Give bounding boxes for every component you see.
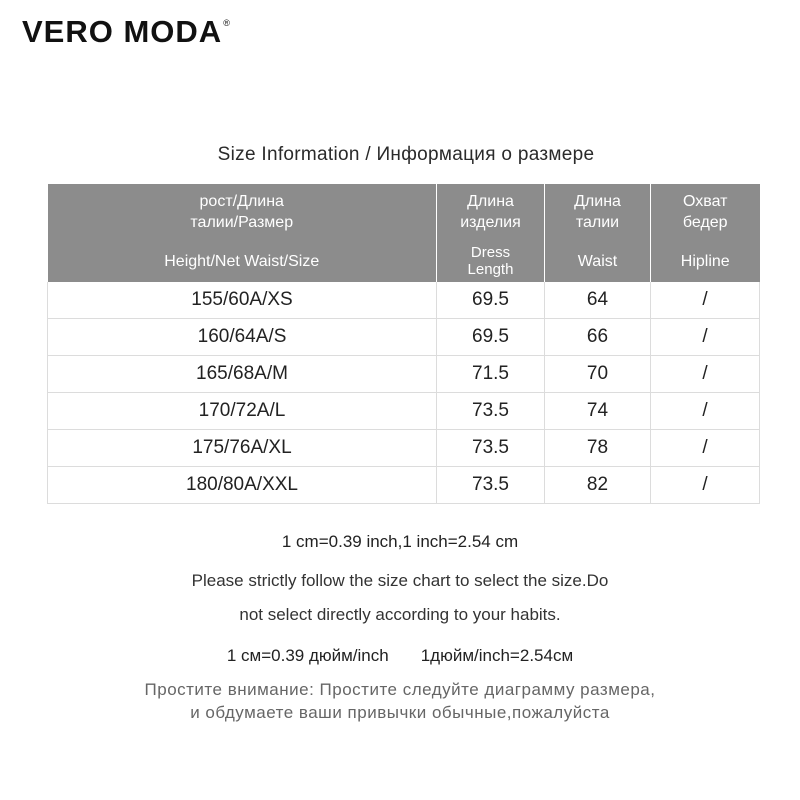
cell-waist: 66 — [545, 319, 651, 356]
cell-hipline: / — [651, 319, 760, 356]
cell-size: 155/60A/XS — [48, 282, 437, 319]
header-ru-waist: Длина талии — [545, 184, 651, 240]
header-ru-hip: Охват бедер — [651, 184, 760, 240]
table-row — [48, 282, 760, 319]
advice-line-1: Please strictly follow the size chart to select the size.Do — [191, 571, 609, 590]
cell-dress-length: 69.5 — [437, 319, 545, 356]
cell-waist: 82 — [545, 467, 651, 504]
cell-waist: 78 — [545, 430, 651, 467]
header-en-length: Dress Length — [437, 240, 545, 282]
conversion-note-en: 1 cm=0.39 inch,1 inch=2.54 cm — [281, 532, 519, 551]
registered-mark: ® — [223, 18, 231, 28]
cell-dress-length: 73.5 — [437, 467, 545, 504]
header-en-hip: Hipline — [651, 240, 760, 282]
brand-name: VERO MODA — [22, 14, 223, 49]
header-row-ru — [48, 184, 760, 240]
cell-hipline: / — [651, 430, 760, 467]
cell-size: 180/80A/XXL — [48, 467, 437, 504]
cell-waist: 64 — [545, 282, 651, 319]
conversion-ru-b: 1дюйм/inch=2.54см — [420, 646, 574, 665]
size-table — [47, 184, 760, 504]
table-row — [48, 467, 760, 504]
cell-waist: 74 — [545, 393, 651, 430]
page-title: Size Information / Информация о размере — [217, 144, 595, 165]
advice-line-2: not select directly according to your habits. — [239, 605, 561, 624]
cell-size: 170/72A/L — [48, 393, 437, 430]
cell-dress-length: 69.5 — [437, 282, 545, 319]
cell-dress-length: 73.5 — [437, 430, 545, 467]
cell-dress-length: 73.5 — [437, 393, 545, 430]
advice-ru-line-2: и обдумаете ваши привычки обычные,пожалуйста — [190, 703, 610, 722]
cell-hipline: / — [651, 467, 760, 504]
table-row — [48, 393, 760, 430]
cell-size: 165/68A/M — [48, 356, 437, 393]
header-en-waist: Waist — [545, 240, 651, 282]
header-ru-length: Длина изделия — [437, 184, 545, 240]
cell-waist: 70 — [545, 356, 651, 393]
cell-size: 160/64A/S — [48, 319, 437, 356]
cell-hipline: / — [651, 282, 760, 319]
conversion-ru-a: 1 см=0.39 дюйм/inch — [226, 646, 389, 665]
header-en-size: Height/Net Waist/Size — [48, 240, 437, 282]
advice-ru-line-1: Простите внимание: Простите следуйте диаграмму размера, — [144, 680, 656, 699]
conversion-note-ru — [0, 646, 800, 666]
brand-logo — [22, 14, 231, 50]
cell-hipline: / — [651, 356, 760, 393]
table-row — [48, 319, 760, 356]
header-ru-size: рост/Длина талии/Размер — [48, 184, 437, 240]
header-row-en — [48, 240, 760, 282]
table-row — [48, 430, 760, 467]
cell-hipline: / — [651, 393, 760, 430]
table-row — [48, 356, 760, 393]
cell-dress-length: 71.5 — [437, 356, 545, 393]
cell-size: 175/76A/XL — [48, 430, 437, 467]
